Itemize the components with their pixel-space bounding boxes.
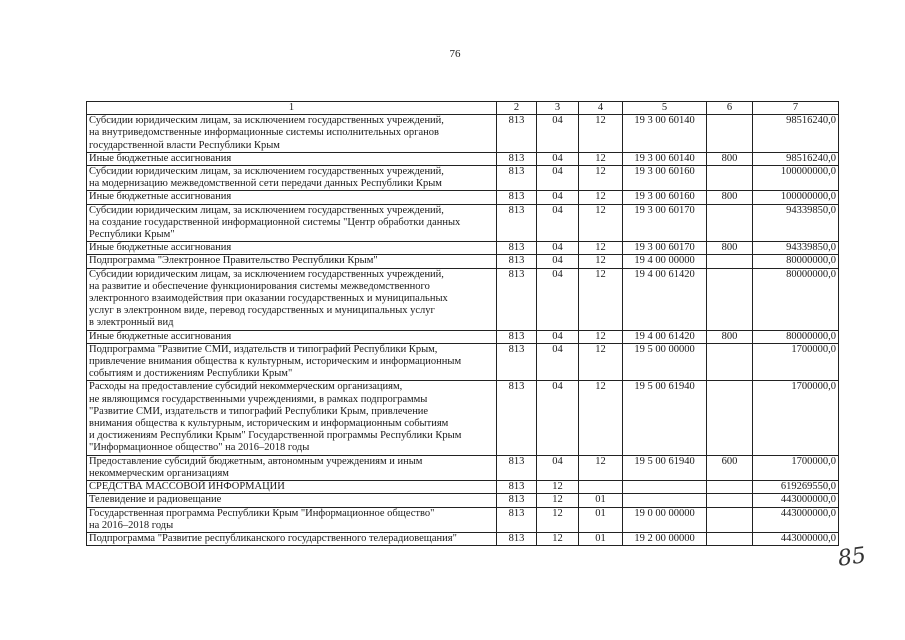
subsection-code: 12: [579, 343, 623, 381]
description-line: Иные бюджетные ассигнования: [89, 191, 232, 203]
section-code: 12: [537, 481, 579, 494]
subsection-code: 01: [579, 494, 623, 507]
row-description: [87, 330, 497, 343]
row-description: [87, 191, 497, 204]
description-line: Иные бюджетные ассигнования: [89, 242, 232, 254]
table-row: [87, 507, 839, 532]
admin-code: 813: [497, 255, 537, 268]
header-col-6: 6: [707, 102, 753, 115]
target-article-code: [623, 494, 707, 507]
section-code: 04: [537, 455, 579, 480]
description-line: Иные бюджетные ассигнования: [89, 330, 232, 342]
subsection-code: 12: [579, 330, 623, 343]
admin-code: 813: [497, 166, 537, 191]
expense-type-code: [707, 507, 753, 532]
admin-code: 813: [497, 115, 537, 153]
target-article-code: 19 3 00 60140: [623, 115, 707, 153]
table-header-row: [87, 102, 839, 115]
admin-code: 813: [497, 191, 537, 204]
amount-value: 80000000,0: [753, 268, 839, 330]
header-col-3: 3: [537, 102, 579, 115]
amount-value: 80000000,0: [753, 255, 839, 268]
row-description: [87, 343, 497, 381]
amount-value: 619269550,0: [753, 481, 839, 494]
subsection-code: 12: [579, 152, 623, 165]
subsection-code: 12: [579, 268, 623, 330]
amount-value: 80000000,0: [753, 330, 839, 343]
section-code: 12: [537, 507, 579, 532]
target-article-code: [623, 481, 707, 494]
row-description: [87, 507, 497, 532]
expense-type-code: [707, 115, 753, 153]
section-code: 12: [537, 532, 579, 545]
row-description: [87, 115, 497, 153]
amount-value: 1700000,0: [753, 343, 839, 381]
subsection-code: 12: [579, 381, 623, 455]
section-code: 04: [537, 381, 579, 455]
target-article-code: 19 0 00 00000: [623, 507, 707, 532]
target-article-code: 19 4 00 00000: [623, 255, 707, 268]
description-line: Расходы на предоставление субсидий некоммерческим организациям,: [89, 381, 403, 393]
subsection-code: 12: [579, 115, 623, 153]
budget-table: [86, 101, 839, 546]
row-description: [87, 255, 497, 268]
table-row: [87, 481, 839, 494]
expense-type-code: [707, 255, 753, 268]
expense-type-code: [707, 494, 753, 507]
row-description: [87, 532, 497, 545]
description-line: в электронный вид: [89, 317, 174, 329]
description-line: "Развитие СМИ, издательств и типографий Республики Крым, привлечение: [89, 405, 429, 417]
description-line: на создание государственной информационной системы "Центр обработки данных: [89, 216, 461, 228]
description-line: Предоставление субсидий бюджетным, автономным учреждениям и иным: [89, 455, 423, 467]
target-article-code: 19 4 00 61420: [623, 330, 707, 343]
description-line: электронного взаимодействия при оказании государственных и муниципальных: [89, 293, 448, 305]
row-description: [87, 268, 497, 330]
table-row: [87, 166, 839, 191]
description-line: Иные бюджетные ассигнования: [89, 152, 232, 164]
description-line: на развитие и обеспечение функционирования системы межведомственного: [89, 280, 430, 292]
description-line: Подпрограмма "Развитие СМИ, издательств и типографий Республики Крым,: [89, 343, 438, 355]
description-line: событиям и достижениям Республики Крым": [89, 368, 293, 380]
subsection-code: [579, 481, 623, 494]
target-article-code: 19 3 00 60160: [623, 191, 707, 204]
amount-value: 94339850,0: [753, 204, 839, 242]
table-row: [87, 255, 839, 268]
amount-value: 443000000,0: [753, 494, 839, 507]
section-code: 04: [537, 330, 579, 343]
admin-code: 813: [497, 204, 537, 242]
section-code: 04: [537, 255, 579, 268]
table-row: [87, 381, 839, 455]
section-code: 04: [537, 115, 579, 153]
section-code: 04: [537, 242, 579, 255]
expense-type-code: 600: [707, 455, 753, 480]
description-line: Телевидение и радиовещание: [89, 494, 222, 506]
section-code: 04: [537, 268, 579, 330]
row-description: [87, 455, 497, 480]
amount-value: 443000000,0: [753, 507, 839, 532]
description-line: на внутриведомственные информационные системы исполнительных органов: [89, 127, 439, 139]
expense-type-code: [707, 481, 753, 494]
amount-value: 443000000,0: [753, 532, 839, 545]
amount-value: 94339850,0: [753, 242, 839, 255]
admin-code: 813: [497, 242, 537, 255]
expense-type-code: 800: [707, 242, 753, 255]
row-description: [87, 166, 497, 191]
subsection-code: 12: [579, 166, 623, 191]
target-article-code: 19 3 00 60160: [623, 166, 707, 191]
section-code: 04: [537, 166, 579, 191]
expense-type-code: 800: [707, 191, 753, 204]
description-line: внимания общества к культурным, историческим и информационным событиям: [89, 418, 449, 430]
description-line: Подпрограмма "Электронное Правительство Республики Крым": [89, 255, 378, 267]
admin-code: 813: [497, 455, 537, 480]
description-line: государственной власти Республики Крым: [89, 139, 280, 151]
description-line: и достижениям Республики Крым" Государственной программы Республики Крым: [89, 430, 462, 442]
header-col-5: 5: [623, 102, 707, 115]
amount-value: 98516240,0: [753, 152, 839, 165]
table-row: [87, 343, 839, 381]
description-line: Субсидии юридическим лицам, за исключением государственных учреждений,: [89, 268, 444, 280]
section-code: 04: [537, 152, 579, 165]
row-description: [87, 494, 497, 507]
row-description: [87, 242, 497, 255]
expense-type-code: [707, 532, 753, 545]
header-col-4: 4: [579, 102, 623, 115]
description-line: Подпрограмма "Развитие республиканского государственного телерадиовещания": [89, 532, 457, 544]
table-row: [87, 455, 839, 480]
description-line: услуг в электронном виде, перевод государственных и муниципальных услуг: [89, 305, 435, 317]
admin-code: 813: [497, 343, 537, 381]
header-col-7: 7: [753, 102, 839, 115]
row-description: [87, 481, 497, 494]
subsection-code: 12: [579, 242, 623, 255]
target-article-code: 19 4 00 61420: [623, 268, 707, 330]
table-body: [87, 115, 839, 546]
subsection-code: 12: [579, 191, 623, 204]
target-article-code: 19 5 00 61940: [623, 381, 707, 455]
target-article-code: 19 3 00 60140: [623, 152, 707, 165]
description-line: Субсидии юридическим лицам, за исключением государственных учреждений,: [89, 166, 444, 178]
admin-code: 813: [497, 481, 537, 494]
table-row: [87, 115, 839, 153]
description-line: Республики Крым": [89, 229, 175, 241]
admin-code: 813: [497, 381, 537, 455]
admin-code: 813: [497, 532, 537, 545]
table-row: [87, 152, 839, 165]
amount-value: 100000000,0: [753, 191, 839, 204]
amount-value: 98516240,0: [753, 115, 839, 153]
subsection-code: 01: [579, 532, 623, 545]
section-code: 04: [537, 204, 579, 242]
description-line: Субсидии юридическим лицам, за исключением государственных учреждений,: [89, 204, 444, 216]
description-line: на модернизацию межведомственной сети передачи данных Республики Крым: [89, 178, 442, 190]
amount-value: 1700000,0: [753, 455, 839, 480]
admin-code: 813: [497, 507, 537, 532]
subsection-code: 01: [579, 507, 623, 532]
row-description: [87, 204, 497, 242]
description-line: "Информационное общество" на 2016–2018 годы: [89, 442, 310, 454]
section-code: 04: [537, 343, 579, 381]
target-article-code: 19 3 00 60170: [623, 204, 707, 242]
target-article-code: 19 3 00 60170: [623, 242, 707, 255]
header-col-1: 1: [87, 102, 497, 115]
admin-code: 813: [497, 268, 537, 330]
description-line: Субсидии юридическим лицам, за исключением государственных учреждений,: [89, 115, 444, 127]
description-line: Государственная программа Республики Крым "Информационное общество": [89, 507, 435, 519]
page-number: 76: [449, 48, 461, 60]
target-article-code: 19 2 00 00000: [623, 532, 707, 545]
expense-type-code: [707, 343, 753, 381]
description-line: СРЕДСТВА МАССОВОЙ ИНФОРМАЦИИ: [89, 481, 285, 493]
table-row: [87, 330, 839, 343]
admin-code: 813: [497, 152, 537, 165]
subsection-code: 12: [579, 255, 623, 268]
target-article-code: 19 5 00 00000: [623, 343, 707, 381]
description-line: не являющимся государственными учреждениями, в рамках подпрограммы: [89, 393, 428, 405]
table-row: [87, 268, 839, 330]
table-row: [87, 204, 839, 242]
admin-code: 813: [497, 330, 537, 343]
description-line: некоммерческим организациям: [89, 467, 229, 479]
target-article-code: 19 5 00 61940: [623, 455, 707, 480]
header-col-2: 2: [497, 102, 537, 115]
expense-type-code: [707, 268, 753, 330]
table-row: [87, 242, 839, 255]
admin-code: 813: [497, 494, 537, 507]
section-code: 04: [537, 191, 579, 204]
subsection-code: 12: [579, 455, 623, 480]
row-description: [87, 381, 497, 455]
description-line: на 2016–2018 годы: [89, 519, 174, 531]
handwritten-mark: 85: [836, 543, 868, 572]
amount-value: 100000000,0: [753, 166, 839, 191]
row-description: [87, 152, 497, 165]
subsection-code: 12: [579, 204, 623, 242]
description-line: привлечение внимания общества к культурным, историческим и информационным: [89, 356, 462, 368]
expense-type-code: [707, 204, 753, 242]
expense-type-code: [707, 381, 753, 455]
section-code: 12: [537, 494, 579, 507]
amount-value: 1700000,0: [753, 381, 839, 455]
expense-type-code: 800: [707, 152, 753, 165]
table-row: [87, 494, 839, 507]
expense-type-code: [707, 166, 753, 191]
expense-type-code: 800: [707, 330, 753, 343]
table-row: [87, 532, 839, 545]
table-row: [87, 191, 839, 204]
